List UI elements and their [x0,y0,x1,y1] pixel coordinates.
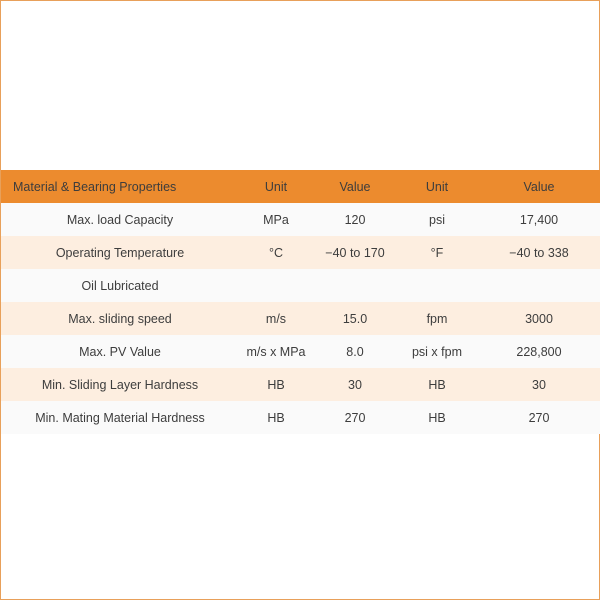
cell-value-imperial [477,269,600,302]
cell-value-metric [313,269,397,302]
cell-unit-metric: m/s [265,311,287,326]
table-header [1,170,600,203]
cell-property-name: Max. load Capacity [66,212,174,227]
cell-property-name: Min. Sliding Layer Hardness [41,377,199,392]
column-header-value-metric: Value [339,179,371,194]
column-header-unit-metric: Unit [264,179,288,194]
cell-unit-metric [239,269,313,302]
cell-unit-imperial: psi x fpm [411,344,462,359]
cell-value-imperial: 228,800 [516,344,562,359]
cell-unit-imperial: fpm [426,311,448,326]
cell-value-metric: 120 [344,212,366,227]
cell-value-metric: −40 to 170 [325,245,385,260]
cell-unit-metric: °C [268,245,284,260]
column-header-properties: Material & Bearing Properties [13,179,177,194]
cell-value-imperial: 30 [532,377,546,392]
table-row [1,236,600,269]
cell-unit-metric: HB [267,410,285,425]
column-header-value-imperial: Value [523,179,555,194]
cell-unit-imperial [397,269,477,302]
properties-table-wrapper [1,170,600,434]
table-row [1,302,600,335]
cell-unit-metric: HB [267,377,285,392]
cell-value-metric: 30 [348,377,362,392]
cell-unit-imperial: HB [428,377,446,392]
properties-table [1,170,600,434]
cell-unit-metric: m/s x MPa [246,344,306,359]
cell-value-imperial: −40 to 338 [509,245,569,260]
cell-value-metric: 15.0 [342,311,368,326]
cell-property-name: Oil Lubricated [81,278,159,293]
table-row [1,203,600,236]
table-body [1,203,600,434]
cell-property-name: Max. PV Value [79,344,161,359]
cell-value-metric: 270 [344,410,366,425]
cell-value-imperial: 3000 [525,311,553,326]
cell-value-imperial: 17,400 [519,212,559,227]
cell-property-name: Max. sliding speed [68,311,172,326]
table-row [1,269,600,302]
cell-unit-imperial: HB [428,410,446,425]
cell-unit-imperial: psi [429,212,445,227]
table-row [1,335,600,368]
cell-value-imperial: 270 [528,410,550,425]
cell-property-name: Operating Temperature [55,245,185,260]
cell-unit-imperial: °F [430,245,444,260]
cell-unit-metric: MPa [263,212,289,227]
cell-property-name: Min. Mating Material Hardness [35,410,205,425]
table-row [1,401,600,434]
column-header-unit-imperial: Unit [425,179,449,194]
table-header-row [1,170,600,203]
cell-value-metric: 8.0 [346,344,364,359]
table-row [1,368,600,401]
